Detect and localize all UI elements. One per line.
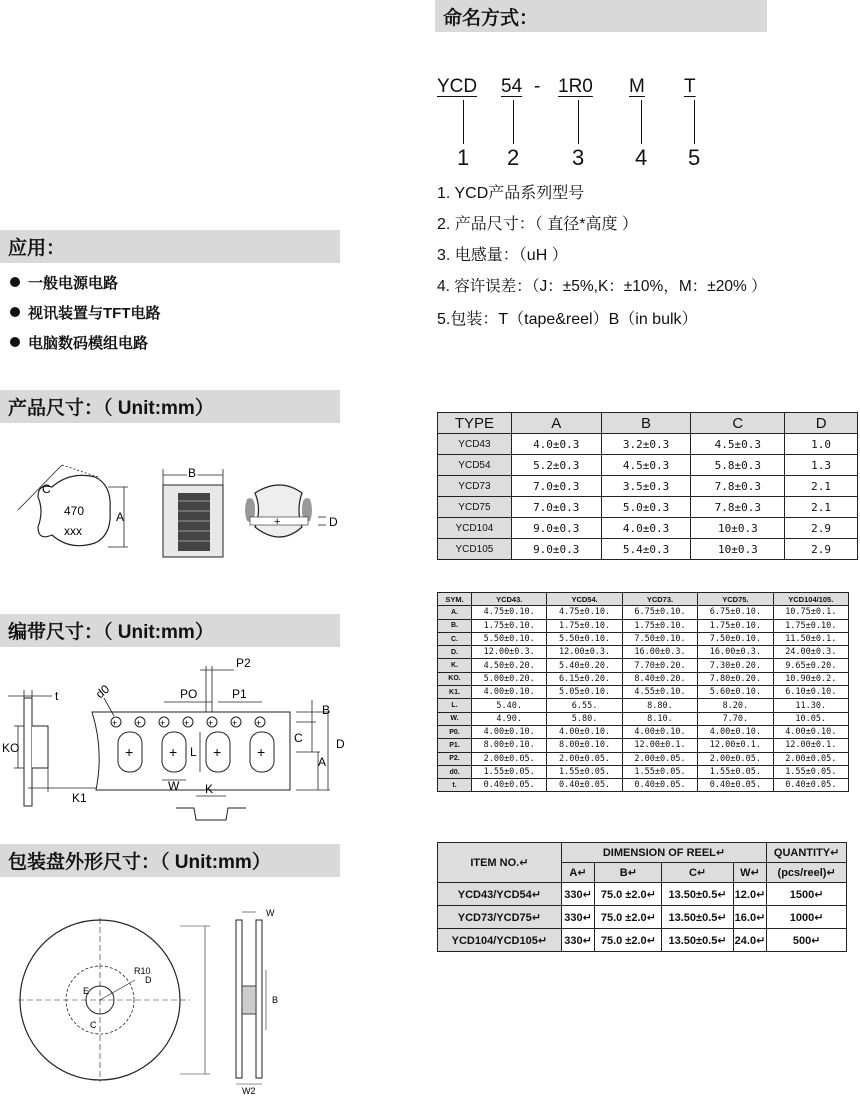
cell: B. — [438, 619, 472, 632]
cell: 7.80±0.20. — [698, 672, 773, 685]
cell: 1.75±0.10. — [547, 619, 622, 632]
marking-xxx: xxx — [64, 524, 82, 538]
table-row — [438, 659, 849, 672]
col-sym: SYM. — [438, 593, 472, 606]
cell: 0.40±0.05. — [773, 779, 848, 792]
cell: 5.60±0.10. — [698, 686, 773, 699]
cell: YCD43 — [438, 434, 512, 455]
pn-tolerance: M — [629, 76, 645, 97]
svg-text:+: + — [125, 744, 134, 760]
dimension-drawing — [0, 455, 345, 570]
cell: 1.0 — [785, 434, 858, 455]
bullet-icon — [10, 277, 20, 287]
table-row — [438, 539, 858, 560]
table-row — [438, 765, 849, 778]
cell: 1500↵ — [767, 883, 847, 906]
label-b: B — [188, 466, 197, 480]
svg-text:+: + — [112, 718, 118, 728]
svg-text:+: + — [136, 718, 142, 728]
cell: 4.00±0.10. — [773, 725, 848, 738]
cell: 1.55±0.05. — [773, 765, 848, 778]
application-item — [10, 332, 148, 353]
svg-text:+: + — [160, 718, 166, 728]
tape-table — [437, 592, 849, 792]
cell: 330↵ — [561, 929, 595, 952]
label-w2: W2 — [242, 1086, 256, 1096]
cell: 11.30. — [773, 699, 848, 712]
cell: 4.5±0.3 — [601, 455, 691, 476]
cell: P2. — [438, 752, 472, 765]
col-dimension: DIMENSION OF REEL↵ — [561, 843, 767, 863]
table-row — [438, 455, 858, 476]
cell: 75.0 ±2.0↵ — [595, 883, 662, 906]
cell: 4.00±0.10. — [698, 725, 773, 738]
table-row — [438, 752, 849, 765]
cell: 10.90±0.2. — [773, 672, 848, 685]
pn-leader-line — [513, 100, 514, 144]
label-d: D — [336, 737, 345, 751]
cell: W. — [438, 712, 472, 725]
cell: 2.1 — [785, 476, 858, 497]
cell: 75.0 ±2.0↵ — [595, 906, 662, 929]
cell: 8.10. — [622, 712, 697, 725]
application-item — [10, 302, 161, 323]
label-po: PO — [180, 687, 198, 701]
label-ko: KO — [2, 741, 20, 755]
reel-drawing — [0, 900, 300, 1096]
col-qty-unit: (pcs/reel)↵ — [767, 863, 847, 883]
pn-leader-line — [463, 100, 464, 144]
pn-dash: - — [534, 76, 541, 97]
cell: 4.90. — [472, 712, 547, 725]
cell: A. — [438, 606, 472, 619]
table-row — [438, 906, 847, 929]
cell: 12.0↵ — [733, 883, 767, 906]
cell: 5.8±0.3 — [691, 455, 785, 476]
cell: YCD105 — [438, 539, 512, 560]
cell: 6.15±0.20. — [547, 672, 622, 685]
table-row — [438, 699, 849, 712]
cell: 1.75±0.10. — [773, 619, 848, 632]
table-row — [438, 929, 847, 952]
cell: 7.70. — [698, 712, 773, 725]
cell: 1.75±0.10. — [472, 619, 547, 632]
pn-series: YCD — [437, 76, 478, 97]
cell: 12.00±0.3. — [472, 646, 547, 659]
cell: 12.00±0.3. — [547, 646, 622, 659]
col-ycd54: YCD54. — [547, 593, 622, 606]
cell: 0.40±0.05. — [698, 779, 773, 792]
cell: 6.10±0.10. — [773, 686, 848, 699]
cell: YCD75 — [438, 497, 512, 518]
bullet-icon — [10, 337, 20, 347]
cell: 12.00±0.1. — [698, 739, 773, 752]
cell: 5.40±0.20. — [547, 659, 622, 672]
col-a: A — [511, 413, 601, 434]
cell: 2.9 — [785, 539, 858, 560]
pn-leader-line — [641, 100, 642, 144]
cell: YCD104/YCD105↵ — [438, 929, 562, 952]
cell: 4.50±0.20. — [472, 659, 547, 672]
cell: 1.55±0.05. — [622, 765, 697, 778]
cell: 7.70±0.20. — [622, 659, 697, 672]
cell: P0. — [438, 725, 472, 738]
cell: 10.05. — [773, 712, 848, 725]
cell: 5.50±0.10. — [472, 632, 547, 645]
cell: K. — [438, 659, 472, 672]
table-row — [438, 619, 849, 632]
application-item-text: 电脑数码模组电路 — [28, 335, 149, 352]
pn-leader-line — [694, 100, 695, 144]
cell: 1.75±0.10. — [698, 619, 773, 632]
cell: D. — [438, 646, 472, 659]
cell: 0.40±0.05. — [547, 779, 622, 792]
table-row — [438, 606, 849, 619]
cell: t. — [438, 779, 472, 792]
cell: K1. — [438, 686, 472, 699]
cell: 5.05±0.10. — [547, 686, 622, 699]
svg-text:+: + — [169, 744, 178, 760]
label-a: A — [318, 755, 327, 769]
cell: 1.55±0.05. — [547, 765, 622, 778]
cell: 5.00±0.20. — [472, 672, 547, 685]
col-reel-a: A↵ — [561, 863, 595, 883]
cell: 5.0±0.3 — [601, 497, 691, 518]
col-d: D — [785, 413, 858, 434]
cell: YCD73 — [438, 476, 512, 497]
application-item — [10, 272, 118, 293]
cell: 24.0↵ — [733, 929, 767, 952]
table-row — [438, 497, 858, 518]
col-type: TYPE — [438, 413, 512, 434]
table-row — [438, 434, 858, 455]
cell: 16.00±0.3. — [622, 646, 697, 659]
svg-text:+: + — [213, 744, 222, 760]
cell: 2.00±0.05. — [622, 752, 697, 765]
col-reel-b: B↵ — [595, 863, 662, 883]
svg-text:+: + — [274, 516, 281, 528]
cell: L. — [438, 699, 472, 712]
dimension-table — [437, 412, 858, 560]
col-ycd104: YCD104/105. — [773, 593, 848, 606]
cell: 330↵ — [561, 883, 595, 906]
cell: 4.00±0.10. — [622, 725, 697, 738]
cell: P1. — [438, 739, 472, 752]
cell: 5.2±0.3 — [511, 455, 601, 476]
label-k1: K1 — [72, 791, 87, 805]
cell: 4.55±0.10. — [622, 686, 697, 699]
col-ycd75: YCD75. — [698, 593, 773, 606]
cell: 10.75±0.1. — [773, 606, 848, 619]
cell: 0.40±0.05. — [622, 779, 697, 792]
label-k: K — [205, 782, 214, 796]
cell: YCD43/YCD54↵ — [438, 883, 562, 906]
pn-index: 2 — [507, 145, 520, 170]
cell: 8.80. — [622, 699, 697, 712]
cell: 7.0±0.3 — [511, 497, 601, 518]
label-b: B — [322, 703, 331, 717]
svg-text:+: + — [184, 718, 190, 728]
col-c: C — [691, 413, 785, 434]
svg-text:+: + — [257, 744, 266, 760]
pn-leader-line — [578, 100, 579, 144]
table-row — [438, 476, 858, 497]
label-w: W — [168, 779, 180, 793]
col-quantity: QUANTITY↵ — [767, 843, 847, 863]
application-item-text: 视讯装置与TFT电路 — [28, 305, 161, 322]
cell: 7.50±0.10. — [698, 632, 773, 645]
cell: 2.00±0.05. — [773, 752, 848, 765]
cell: 6.55. — [547, 699, 622, 712]
table-header-row — [438, 593, 849, 606]
cell: 3.5±0.3 — [601, 476, 691, 497]
cell: 8.40±0.20. — [622, 672, 697, 685]
col-b: B — [601, 413, 691, 434]
cell: 6.75±0.10. — [622, 606, 697, 619]
cell: 1000↵ — [767, 906, 847, 929]
dimensions-header: 产品尺寸：（ Unit:mm） — [0, 390, 340, 423]
svg-text:+: + — [256, 718, 262, 728]
cell: 330↵ — [561, 906, 595, 929]
cell: 500↵ — [767, 929, 847, 952]
label-c: C — [42, 482, 51, 496]
cell: YCD73/YCD75↵ — [438, 906, 562, 929]
pn-size: 54 — [501, 76, 523, 97]
label-c: C — [294, 731, 303, 745]
cell: 8.00±0.10. — [472, 739, 547, 752]
cell: 9.0±0.3 — [511, 518, 601, 539]
naming-header: 命名方式： — [435, 0, 767, 32]
table-header-row — [438, 413, 858, 434]
cell: 1.55±0.05. — [472, 765, 547, 778]
application-item-text: 一般电源电路 — [28, 275, 119, 292]
cell: 4.00±0.10. — [472, 725, 547, 738]
cell: 5.40. — [472, 699, 547, 712]
tape-header: 编带尺寸：（ Unit:mm） — [0, 614, 340, 647]
reel-header: 包装盘外形尺寸：（ Unit:mm） — [0, 844, 340, 877]
col-reel-c: C↵ — [662, 863, 733, 883]
cell: 13.50±0.5↵ — [662, 906, 733, 929]
table-row — [438, 739, 849, 752]
cell: 13.50±0.5↵ — [662, 929, 733, 952]
pn-inductance: 1R0 — [558, 76, 593, 97]
cell: 4.00±0.10. — [472, 686, 547, 699]
cell: 4.5±0.3 — [691, 434, 785, 455]
table-row — [438, 518, 858, 539]
cell: 5.4±0.3 — [601, 539, 691, 560]
cell: 2.00±0.05. — [472, 752, 547, 765]
cell: 7.8±0.3 — [691, 476, 785, 497]
table-row — [438, 725, 849, 738]
label-w: W — [266, 908, 275, 918]
cell: 7.50±0.10. — [622, 632, 697, 645]
cell: 7.8±0.3 — [691, 497, 785, 518]
cell: 5.80. — [547, 712, 622, 725]
cell: 75.0 ±2.0↵ — [595, 929, 662, 952]
naming-desc: 3. 电感量：（uH ） — [437, 247, 568, 264]
cell: 0.40±0.05. — [472, 779, 547, 792]
cell: KO. — [438, 672, 472, 685]
cell: 13.50±0.5↵ — [662, 883, 733, 906]
cell: 1.75±0.10. — [622, 619, 697, 632]
cell: 12.00±0.1. — [622, 739, 697, 752]
cell: 7.0±0.3 — [511, 476, 601, 497]
cell: YCD54 — [438, 455, 512, 476]
cell: 6.75±0.10. — [698, 606, 773, 619]
cell: 3.2±0.3 — [601, 434, 691, 455]
cell: 4.75±0.10. — [547, 606, 622, 619]
cell: 5.50±0.10. — [547, 632, 622, 645]
marking-470: 470 — [64, 504, 85, 518]
table-row — [438, 779, 849, 792]
cell: d0. — [438, 765, 472, 778]
cell: 10±0.3 — [691, 539, 785, 560]
label-t: t — [55, 689, 59, 703]
cell: 1.55±0.05. — [698, 765, 773, 778]
table-row — [438, 632, 849, 645]
pn-index: 5 — [688, 145, 701, 170]
cell: 16.0↵ — [733, 906, 767, 929]
label-c: C — [90, 1020, 97, 1030]
table-row — [438, 686, 849, 699]
naming-desc: 1. YCD产品系列型号 — [437, 185, 585, 202]
label-d: D — [329, 515, 338, 529]
table-row — [438, 883, 847, 906]
cell: 2.1 — [785, 497, 858, 518]
cell: 8.00±0.10. — [547, 739, 622, 752]
col-item: ITEM NO.↵ — [438, 843, 562, 883]
label-d: D — [145, 975, 152, 985]
table-header-row — [438, 843, 847, 863]
naming-desc: 2. 产品尺寸：（ 直径*高度 ） — [437, 216, 638, 233]
bullet-icon — [10, 307, 20, 317]
label-p2: P2 — [236, 656, 251, 670]
cell: 4.0±0.3 — [511, 434, 601, 455]
table-row — [438, 646, 849, 659]
label-l: L — [190, 745, 197, 759]
label-a: A — [116, 510, 125, 524]
pn-index: 3 — [572, 145, 585, 170]
col-reel-w: W↵ — [733, 863, 767, 883]
cell: 9.65±0.20. — [773, 659, 848, 672]
pn-index: 4 — [635, 145, 648, 170]
col-ycd73: YCD73. — [622, 593, 697, 606]
cell: 11.50±0.1. — [773, 632, 848, 645]
table-row — [438, 672, 849, 685]
cell: 12.00±0.1. — [773, 739, 848, 752]
label-p1: P1 — [232, 687, 247, 701]
label-b: B — [272, 995, 279, 1005]
cell: 4.00±0.10. — [547, 725, 622, 738]
application-header: 应用： — [0, 230, 340, 263]
label-r10: R10 — [134, 966, 151, 976]
pn-packaging: T — [684, 76, 696, 97]
tape-drawing — [0, 650, 360, 830]
svg-text:+: + — [232, 718, 238, 728]
cell: 2.00±0.05. — [698, 752, 773, 765]
cell: 4.75±0.10. — [472, 606, 547, 619]
cell: 8.20. — [698, 699, 773, 712]
cell: 16.00±0.3. — [698, 646, 773, 659]
cell: C. — [438, 632, 472, 645]
col-ycd43: YCD43. — [472, 593, 547, 606]
cell: 10±0.3 — [691, 518, 785, 539]
table-row — [438, 712, 849, 725]
cell: 2.00±0.05. — [547, 752, 622, 765]
label-d0: d0 — [92, 681, 113, 702]
cell: 2.9 — [785, 518, 858, 539]
cell: YCD104 — [438, 518, 512, 539]
pn-index: 1 — [457, 145, 470, 170]
svg-text:+: + — [208, 718, 214, 728]
cell: 9.0±0.3 — [511, 539, 601, 560]
cell: 4.0±0.3 — [601, 518, 691, 539]
label-e: E — [83, 986, 90, 996]
naming-desc: 5.包装：T（tape&reel）B（in bulk） — [437, 311, 698, 328]
reel-table — [437, 842, 847, 952]
cell: 7.30±0.20. — [698, 659, 773, 672]
cell: 1.3 — [785, 455, 858, 476]
naming-desc: 4. 容许误差：（J：±5%,K：±10%，M：±20% ） — [437, 278, 767, 295]
cell: 24.00±0.3. — [773, 646, 848, 659]
